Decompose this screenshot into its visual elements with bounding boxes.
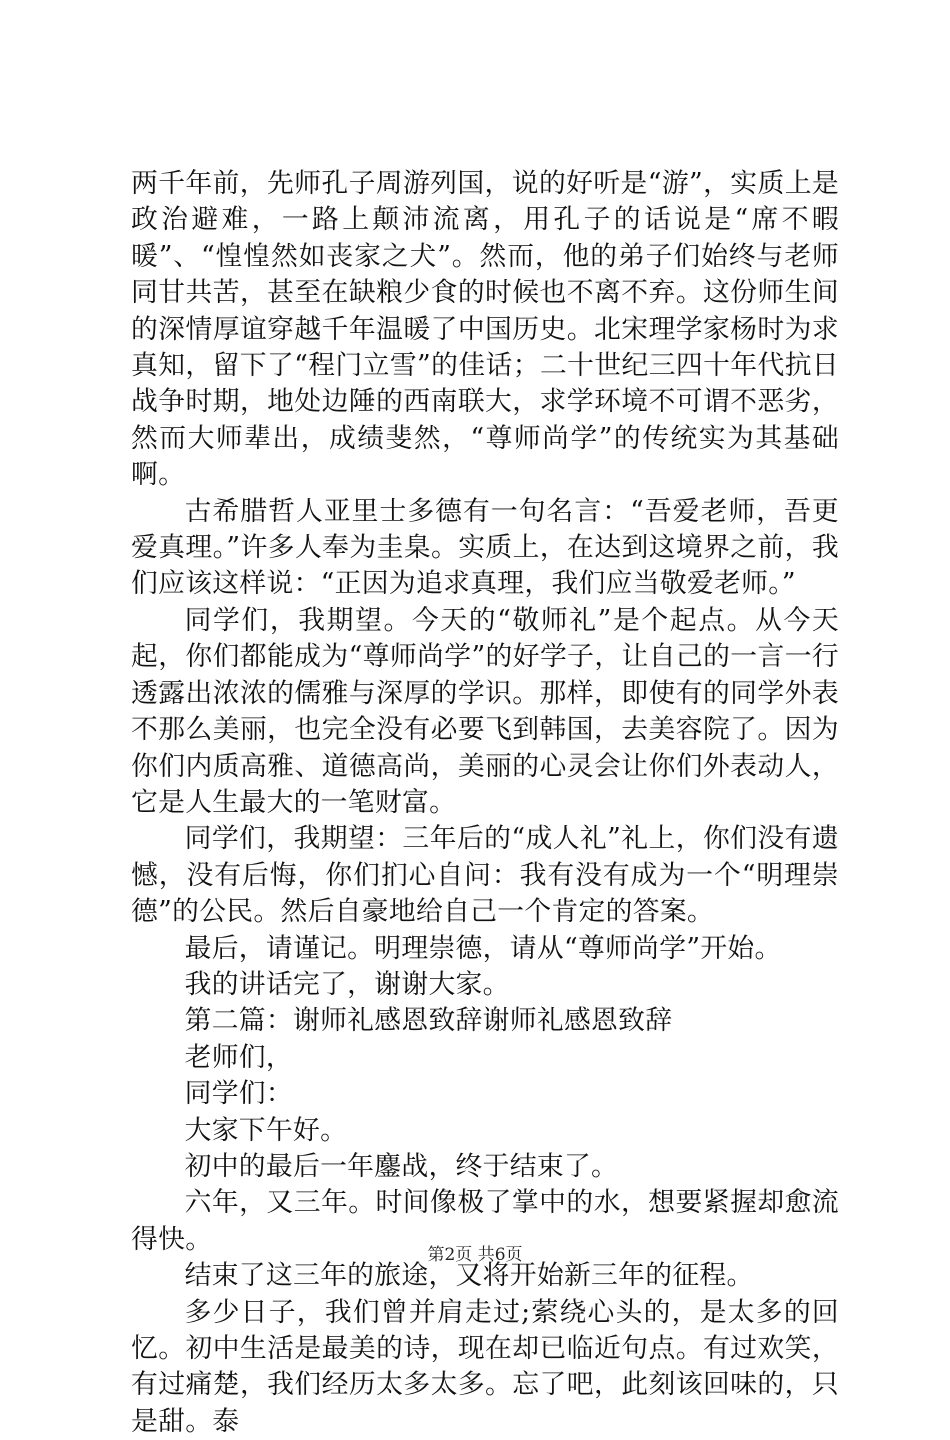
paragraph: 同学们，我期望：三年后的“成人礼”礼上，你们没有遗憾，没有后悔，你们扪心自问：我有没有成为一个“明理崇德”的公民。然后自豪地给自己一个肯定的答案。	[131, 823, 839, 928]
paragraph: 最后，请谨记。明理崇德，请从“尊师尚学”开始。	[184, 932, 782, 964]
salutation: 同学们：	[184, 1078, 293, 1110]
paragraph: 同学们，我期望。今天的“敬师礼”是个起点。从今天起，你们都能成为“尊师尚学”的好学子，让自己的一言一行透露出浓浓的儒雅与深厚的学识。那样，即使有的同学外表不那么美丽，也完全没有必要飞到韩国，去美容院了。因为你们内质高雅、道德高尚，美丽的心灵会让你们外表动人，它是人生最大的一笔财富。	[131, 604, 839, 818]
paragraph: 初中的最后一年鏖战，终于结束了。	[184, 1150, 619, 1182]
paragraph: 六年，又三年。时间像极了掌中的水，想要紧握却愈流得快。	[131, 1187, 839, 1255]
paragraph: 我的讲话完了，谢谢大家。	[184, 968, 510, 1000]
paragraph: 多少日子，我们曾并肩走过;萦绕心头的，是太多的回忆。初中生活是最美的诗，现在却已临近句点。有过欢笑，有过痛楚，我们经历太多太多。忘了吧，此刻该回味的，只是甜。泰	[131, 1296, 839, 1437]
paragraph: 古希腊哲人亚里士多德有一句名言：“吾爱老师，吾更爱真理。”许多人奉为圭臬。实质上，在达到这境界之前，我们应该这样说：“正因为追求真理，我们应当敬爱老师。”	[131, 495, 839, 600]
greeting: 大家下午好。	[184, 1114, 348, 1146]
paragraph: 两千年前，先师孔子周游列国，说的好听是“游”，实质上是政治避难，一路上颠沛流离，用孔子的话说是“席不暇暖”、“惶惶然如丧家之犬”。然而，他的弟子们始终与老师同甘共苦，甚至在缺粮少食的时候也不离不弃。这份师生间的深情厚谊穿越千年温暖了中国历史。北宋理学家杨时为求真知，留下了“程门立雪”的佳话；二十世纪三四十年代抗日战争时期，地处边陲的西南联大，求学环境不可谓不恶劣，然而大师辈出，成绩斐然，“尊师尚学”的传统实为其基础啊。	[131, 168, 839, 491]
section-heading: 第二篇：谢师礼感恩致辞谢师礼感恩致辞	[184, 1005, 673, 1037]
page-number-footer: 第2页 共6页	[427, 1245, 523, 1265]
salutation: 老师们，	[184, 1041, 293, 1073]
paragraph: 结束了这三年的旅途，又将开始新三年的征程。	[184, 1260, 754, 1292]
